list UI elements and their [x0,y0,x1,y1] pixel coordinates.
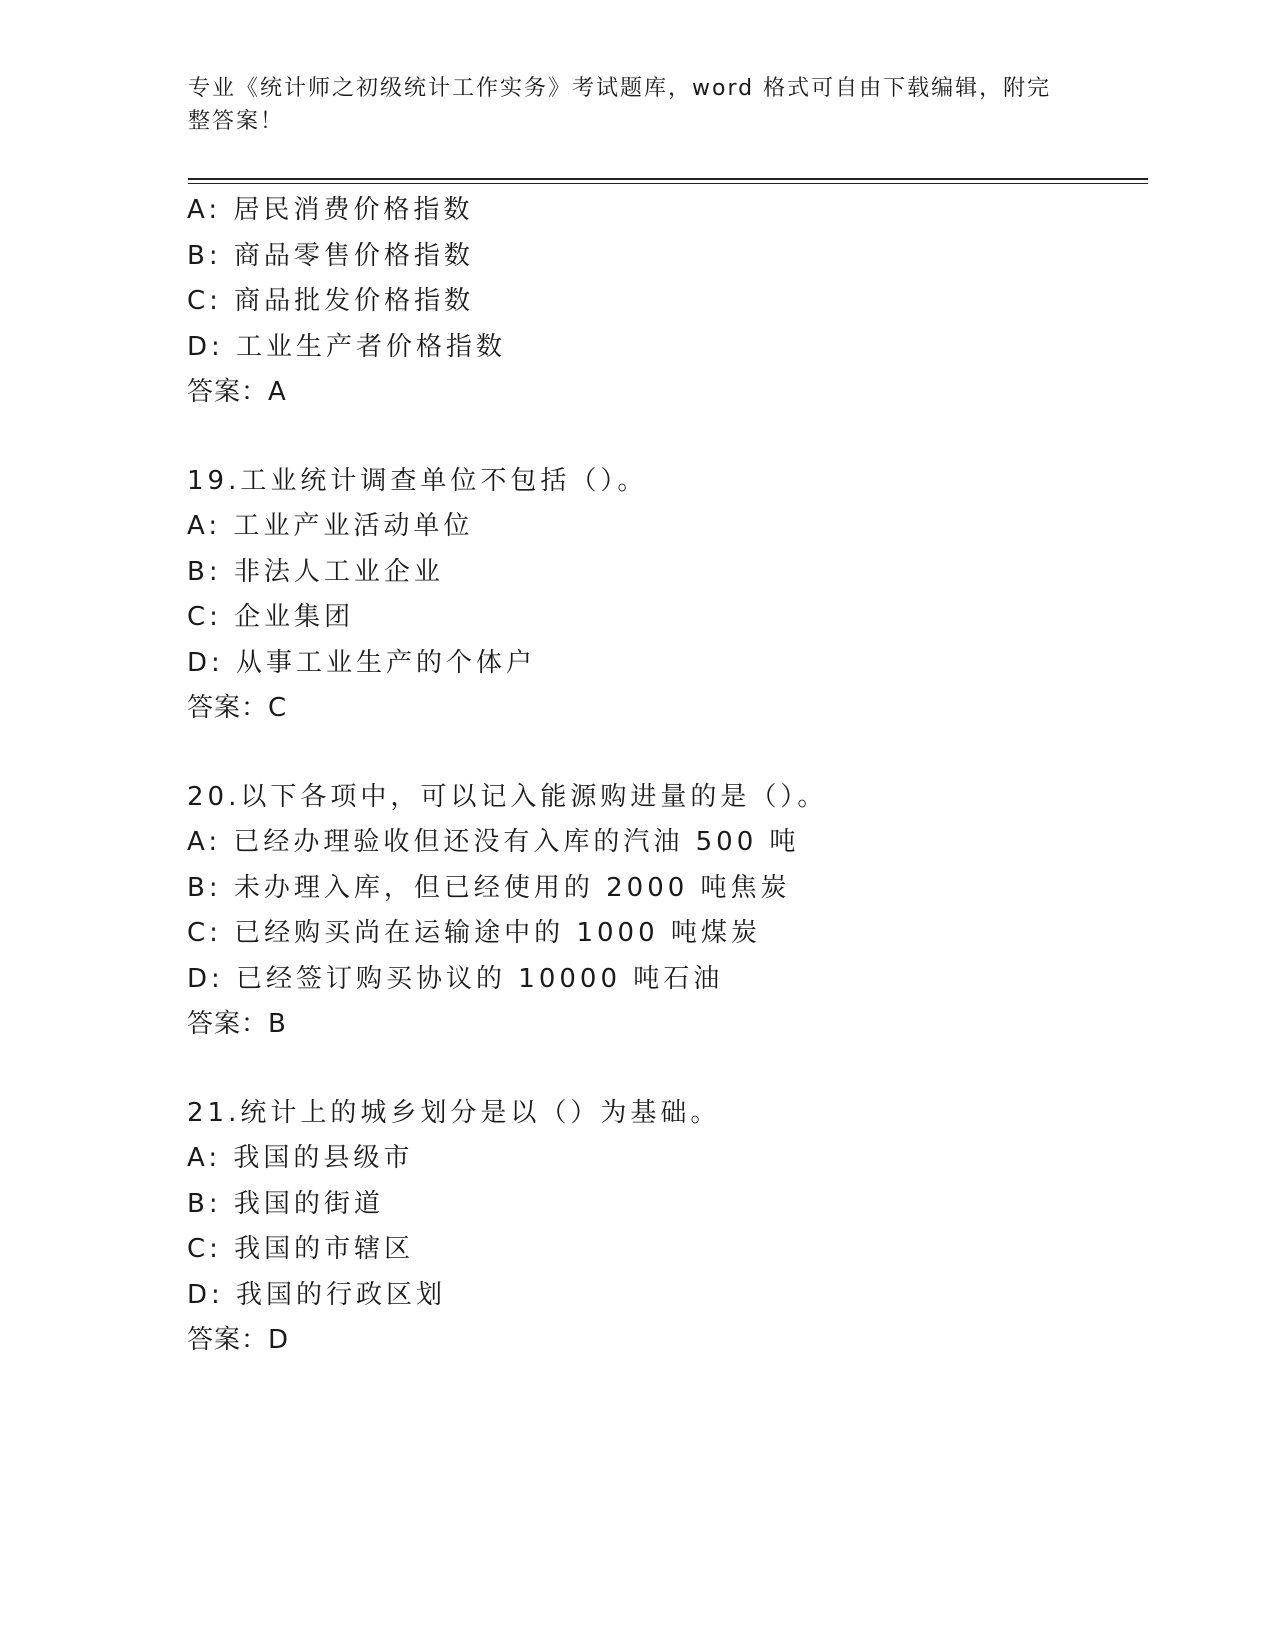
option-a: A: 已经办理验收但还没有入库的汽油 500 吨 [187,827,800,857]
option-d: D: 已经签订购买协议的 10000 吨石油 [187,963,724,994]
question-block-20 [187,775,1147,1048]
option-d: D: 我国的行政区划 [187,1279,447,1310]
answer-line: 答案：B [187,1009,287,1039]
header-line-2: 整答案！ [188,109,285,134]
question-text: 21.统计上的城乡划分是以（）为基础。 [187,1097,721,1128]
question-text: 20.以下各项中，可以记入能源购进量的是（）。 [187,781,828,812]
header-divider-thin [188,183,1148,184]
question-text: 19.工业统计调查单位不包括（）。 [187,465,648,496]
header-divider-thick [188,178,1148,180]
option-c: C: 企业集团 [187,602,355,632]
answer-line: 答案：C [187,693,288,723]
option-b: B: 我国的街道 [187,1188,384,1219]
option-c: C: 我国的市辖区 [187,1234,415,1264]
option-a: A: 居民消费价格指数 [187,195,474,225]
option-d: D: 工业生产者价格指数 [187,331,507,362]
spacer [187,416,1147,459]
question-block-19 [187,459,1147,732]
option-a: A: 我国的县级市 [187,1143,414,1173]
option-b: B: 未办理入库，但已经使用的 2000 吨焦炭 [187,872,791,903]
document-header [188,72,1088,138]
option-c: C: 商品批发价格指数 [187,286,475,316]
option-b: B: 商品零售价格指数 [187,240,474,271]
header-line-1: 专业《统计师之初级统计工作实务》考试题库，word 格式可自由下载编辑，附完 [188,76,1052,101]
answer-line: 答案：D [187,1325,290,1355]
spacer [187,732,1147,775]
question-content [187,188,1147,1364]
spacer [187,1048,1147,1091]
option-b: B: 非法人工业企业 [187,556,444,587]
answer-line: 答案：A [187,377,287,407]
option-d: D: 从事工业生产的个体户 [187,647,537,678]
option-a: A: 工业产业活动单位 [187,511,474,541]
option-c: C: 已经购买尚在运输途中的 1000 吨煤炭 [187,918,761,948]
question-block-21 [187,1091,1147,1364]
question-block-18-continued [187,188,1147,416]
